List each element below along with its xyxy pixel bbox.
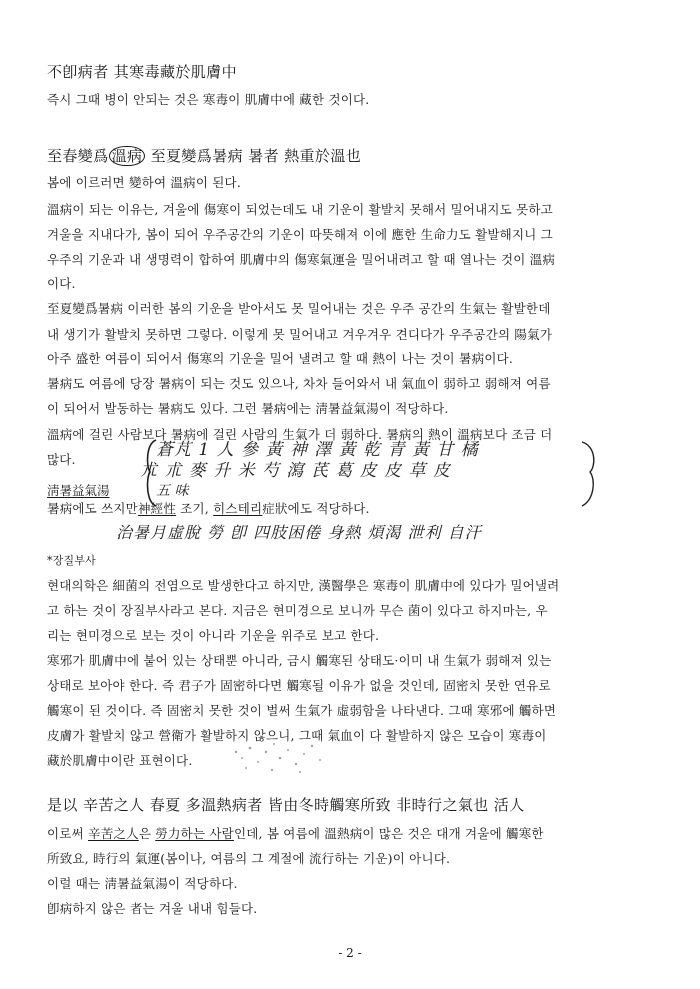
text-line: 皮膚가 활발치 않고 營衛가 활발하지 않으니, 그때 氣血이 다 활발하지 않은 모습이 寒毒이 xyxy=(47,728,547,743)
text-line: 우주의 기운과 내 생명력이 합하여 肌膚中의 傷寒氣運을 밀어내려고 할 때 열나는 것이 溫病 xyxy=(47,252,556,267)
text-line: 暑病도 여름에 당장 暑病이 되는 것도 있으나, 차차 들어와서 내 氣血이 弱하고 弱해져 여름 xyxy=(47,376,551,391)
text-line: 즉시 그때 병이 안되는 것은 寒毒이 肌膚中에 藏한 것이다. xyxy=(47,92,370,107)
circled-term: 溫病 xyxy=(109,146,146,166)
text-line: 내 생기가 활발치 못하면 그렇다. 이렇게 못 밀어내고 겨우겨우 견디다가 우주공간의 陽氣가 xyxy=(47,327,553,342)
text-line: 이로써 辛苦之人은 勞力하는 사람인데, 봄 여름에 溫熱病이 많은 것은 대개 겨울에 觸寒한 xyxy=(47,826,544,841)
handwritten-herbs-row3: 五 味 xyxy=(156,483,189,499)
handwritten-herbs-row2: 朮 朮 麥 升 米 芍 瀉 芪 葛 皮 皮 草 皮 xyxy=(140,461,451,481)
text-line: 이다. xyxy=(47,276,76,291)
handwritten-indication: 治暑月虛脫 勞 卽 四肢困倦 身熱 煩渴 泄利 自汗 xyxy=(116,523,482,542)
text-line: 리는 현미경으로 보는 것이 아니라 기운을 위주로 보고 한다. xyxy=(47,628,380,643)
text-line: 所致요, 時行의 氣運(봄이나, 여름의 그 계절에 流行하는 기운)이 아니다. xyxy=(47,851,451,866)
text-line: 현대의학은 細菌의 전염으로 발생한다고 하지만, 漢醫學은 寒毒이 肌膚中에 있다가 밀어낼려 xyxy=(47,578,560,593)
heading-line-2: 至春變爲 溫病 至夏變爲暑病 暑者 熱重於溫也 xyxy=(47,147,362,165)
text-line: 溫病이 되는 이유는, 겨울에 傷寒이 되었는데도 내 기운이 활발치 못해서 밀어내지도 못하고 xyxy=(47,202,553,217)
text-line: 이 되어서 발동하는 暑病도 있다. 그런 暑病에는 淸暑益氣湯이 적당하다. xyxy=(47,401,449,416)
text-line: 고 하는 것이 장질부사라고 본다. 지금은 현미경으로 보니까 무슨 菌이 있다고 하지마는, 우 xyxy=(47,603,548,618)
heading-line-1: 不卽病者 其寒毒藏於肌膚中 xyxy=(47,63,237,81)
page-number: - 2 - xyxy=(338,946,362,960)
text-line: 봄에 이르러면 變하여 溫病이 된다. xyxy=(47,175,241,190)
text-line: 藏於肌膚中이란 표현이다. xyxy=(47,753,193,768)
text-line: 겨울을 지내다가, 봄이 되어 우주공간의 기운이 따뜻해져 이에 應한 生命力도 활발해지니 그 xyxy=(47,227,553,242)
text-line: 觸寒이 된 것이다. 즉 固密치 못한 것이 벌써 生氣가 虛弱함을 나타낸다. 그때 寒邪에 觸하면 xyxy=(47,703,557,718)
scan-smudge xyxy=(228,738,338,778)
text-line: 이럴 때는 淸暑益氣湯이 적당하다. xyxy=(47,876,238,891)
text-line: 至夏變爲暑病 이러한 봄의 기운을 받아서도 못 밀어내는 것은 우주 공간의 生氣는 활발한데 xyxy=(47,301,551,316)
text-line: 상태로 보아야 한다. 즉 君子가 固密하다면 觸寒될 이유가 없을 것인데, 固密치 못한 연유로 xyxy=(47,678,551,693)
section-heading: *장질부사 xyxy=(47,554,97,567)
text-line: 많다. xyxy=(47,452,76,467)
text-line: 寒邪가 肌膚中에 붙어 있는 상태뿐 아니라, 금시 觸寒된 상태도·이미 내 生氣가 弱해져 있는 xyxy=(47,653,552,668)
formula-label: 淸暑益氣湯 xyxy=(47,483,110,498)
text-line: 아주 盛한 여름이 되어서 傷寒의 기운을 밀어 낼려고 할 때 熱이 나는 것이 暑病이다. xyxy=(47,351,514,366)
heading-line-3: 是以 辛苦之人 春夏 多溫熱病者 皆由冬時觸寒所致 非時行之氣也 活人 xyxy=(47,796,525,814)
text-line: 溫病에 걸린 사람보다 暑病에 걸린 사람의 生氣가 더 弱하다. 暑病의 熱이 溫病보다 조금 더 xyxy=(47,427,553,442)
handwritten-herbs-row1: 蒼芃 1 人 參 黃 神 澤 黃 乾 青 黃 甘 橘 xyxy=(156,440,479,460)
text-line: 卽病하지 않은 者는 겨울 내내 힘들다. xyxy=(47,901,258,916)
text-line: 暑病에도 쓰지만神經性 조기, 히스테리症狀에도 적당하다. xyxy=(47,501,370,516)
